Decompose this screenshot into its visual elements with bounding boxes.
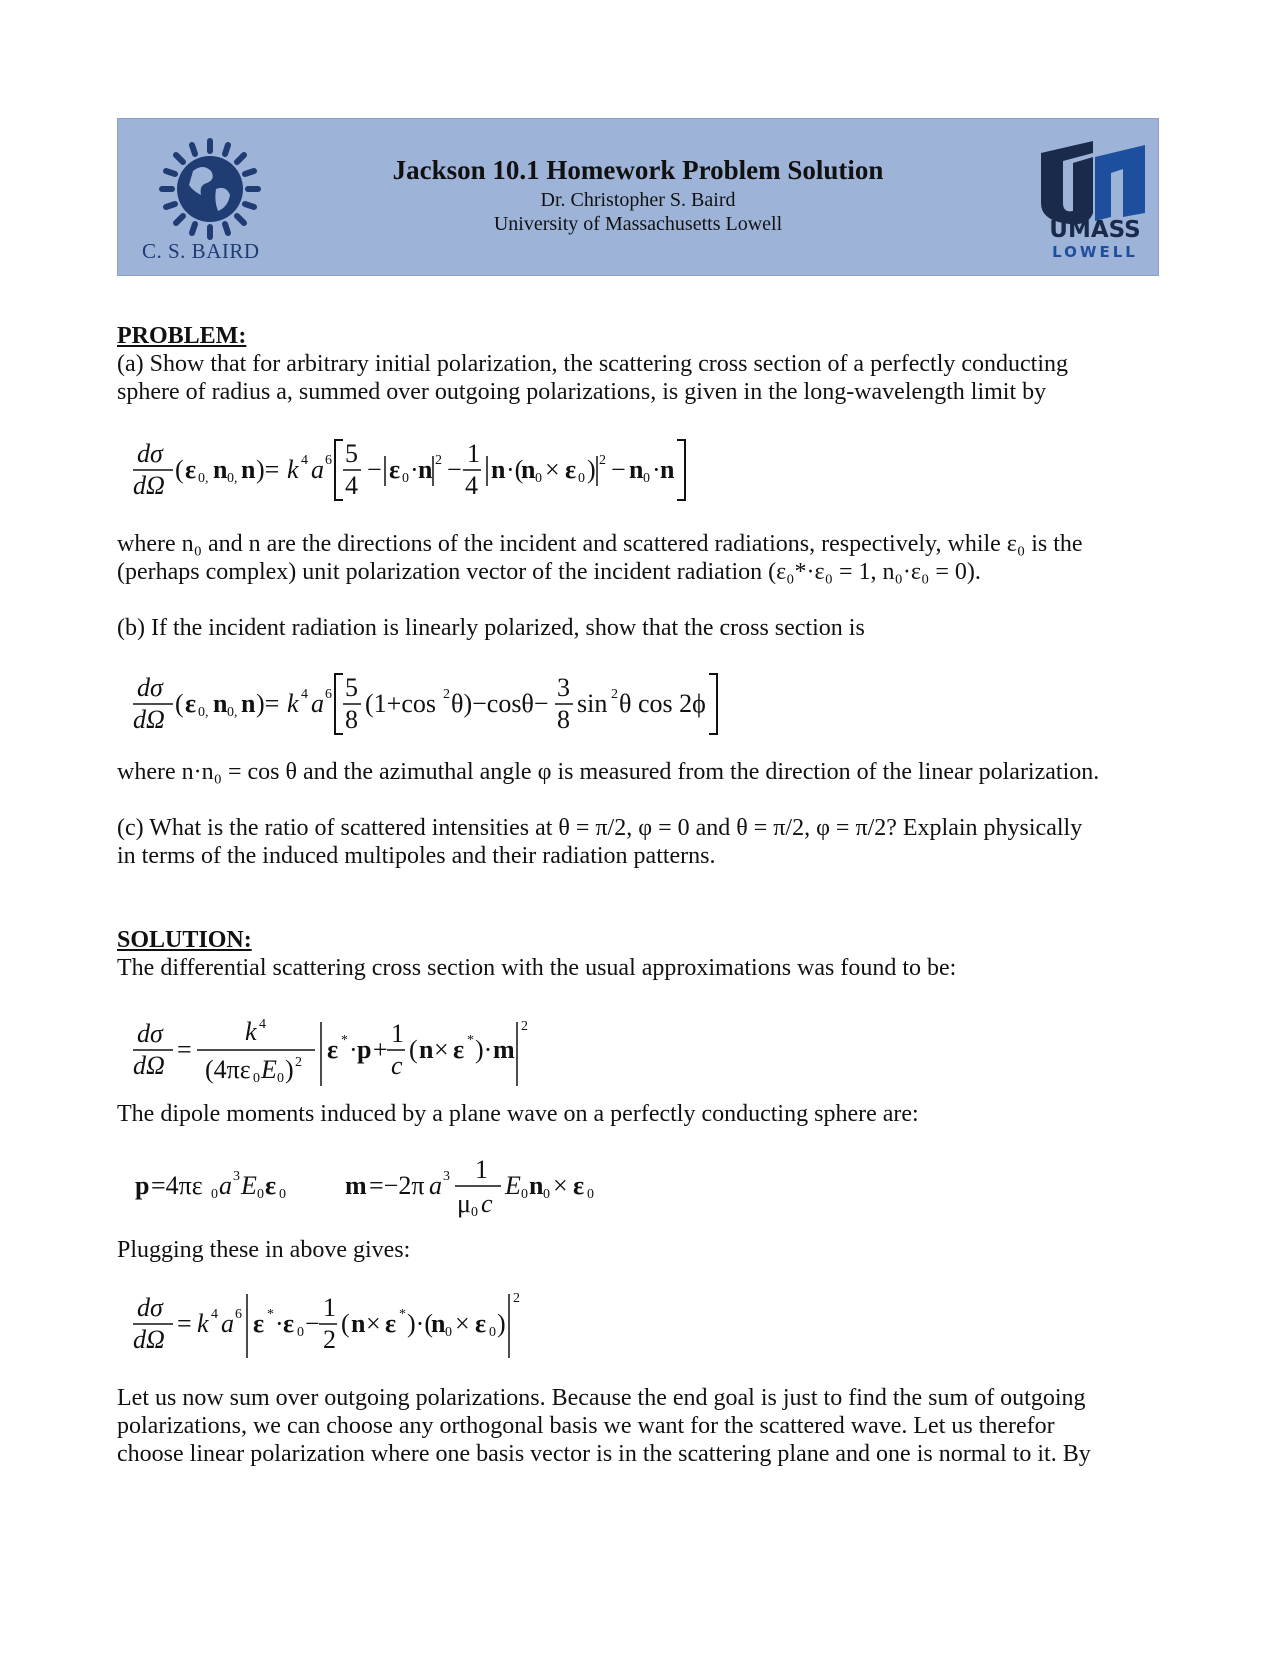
svg-text:0: 0 [277, 1071, 284, 1086]
svg-text:θ cos 2ϕ: θ cos 2ϕ [619, 689, 706, 718]
svg-text:0: 0 [535, 471, 542, 486]
svg-text:2: 2 [513, 1291, 520, 1306]
svg-text:n: n [418, 455, 433, 484]
svg-text:n: n [491, 455, 506, 484]
svg-text:4: 4 [259, 1017, 266, 1032]
svg-text:1: 1 [475, 1155, 488, 1184]
svg-text:)=: )= [256, 455, 280, 484]
svg-text:ε: ε [327, 1035, 339, 1064]
svg-text:a: a [221, 1309, 234, 1338]
svg-text:1: 1 [323, 1293, 336, 1322]
part-b-text: (b) If the incident radiation is linearly polarized, show that the cross section is [117, 615, 865, 641]
svg-text:4: 4 [465, 471, 478, 500]
svg-text:dσ: dσ [137, 1019, 163, 1048]
svg-text:ε: ε [389, 455, 401, 484]
svg-text:4: 4 [301, 453, 308, 468]
svg-text:0: 0 [489, 1325, 496, 1340]
svg-text:6: 6 [235, 1307, 242, 1322]
svg-text:0: 0 [402, 471, 409, 486]
svg-text:)=: )= [256, 689, 280, 718]
part-c-line-2: in terms of the induced multipoles and their radiation patterns. [117, 843, 716, 869]
svg-text:n: n [431, 1309, 446, 1338]
document-title: Jackson 10.1 Homework Problem Solution [392, 155, 884, 185]
lowell-logo-text: LOWELL [1052, 243, 1138, 261]
svg-text:): ) [285, 1055, 294, 1084]
svg-text:p: p [357, 1035, 372, 1064]
svg-text:0,: 0, [227, 471, 238, 486]
svg-text:×: × [545, 455, 560, 484]
svg-text:8: 8 [345, 705, 358, 734]
svg-text:m: m [493, 1035, 515, 1064]
part-a-line-2: sphere of radius a, summed over outgoing polarizations, is given in the long-wavelength limit by [117, 379, 1047, 405]
svg-text:ε: ε [565, 455, 577, 484]
svg-text:*: * [467, 1033, 474, 1048]
svg-text:ε: ε [185, 455, 197, 484]
svg-text:E: E [505, 1171, 521, 1200]
svg-text:(1+cos: (1+cos [365, 689, 436, 718]
svg-text:(: ( [341, 1309, 350, 1338]
svg-text:sin: sin [577, 689, 608, 718]
svg-text:·: · [652, 455, 661, 484]
svg-text:a: a [311, 689, 324, 718]
svg-text:dΩ: dΩ [133, 471, 165, 500]
svg-text:dΩ: dΩ [133, 1325, 165, 1354]
svg-text:ε: ε [283, 1309, 295, 1338]
solution-intro: The differential scattering cross section with the usual approximations was found to be: [117, 955, 957, 981]
svg-text:m: m [345, 1171, 367, 1200]
svg-text:dσ: dσ [137, 439, 163, 468]
sum-line-1: Let us now sum over outgoing polarizations. Because the end goal is just to find the sum of outgoing [117, 1385, 1086, 1411]
part-a-line-1: (a) Show that for arbitrary initial polarization, the scattering cross section of a perfectly conducting [117, 351, 1068, 377]
svg-text:c: c [391, 1051, 403, 1080]
svg-text:(: ( [409, 1035, 418, 1064]
svg-text:n: n [629, 455, 644, 484]
svg-text:6: 6 [325, 687, 332, 702]
svg-text:+: + [373, 1035, 388, 1064]
svg-text:0: 0 [211, 1187, 218, 1202]
equation-dipole-moments [125, 1150, 745, 1220]
svg-text:0: 0 [279, 1187, 286, 1202]
svg-text:×: × [366, 1309, 381, 1338]
svg-text:(: ( [175, 455, 184, 484]
svg-text:0: 0 [543, 1187, 550, 1202]
svg-text:ε: ε [253, 1309, 265, 1338]
svg-text:2: 2 [443, 687, 450, 702]
university-name: University of Massachusetts Lowell [493, 213, 783, 235]
equation-differential-cross-section [125, 1012, 685, 1092]
svg-text:0: 0 [297, 1325, 304, 1340]
svg-text:a: a [311, 455, 324, 484]
svg-text:5: 5 [345, 673, 358, 702]
svg-text:=4πε: =4πε [151, 1171, 203, 1200]
svg-text:2: 2 [323, 1325, 336, 1354]
svg-text:−: − [447, 455, 462, 484]
svg-text:k: k [245, 1017, 257, 1046]
svg-text:0: 0 [445, 1325, 452, 1340]
svg-text:dσ: dσ [137, 673, 163, 702]
svg-text:)·(: )·( [407, 1309, 433, 1338]
author-name: Dr. Christopher S. Baird [540, 189, 736, 211]
svg-text:−: − [611, 455, 626, 484]
svg-text:dσ: dσ [137, 1293, 163, 1322]
solution-heading: SOLUTION: [117, 927, 252, 953]
svg-text:n: n [660, 455, 675, 484]
svg-text:4: 4 [211, 1307, 218, 1322]
svg-text:=: = [177, 1309, 192, 1338]
svg-text:0: 0 [471, 1205, 478, 1220]
svg-text:6: 6 [325, 453, 332, 468]
svg-text:n: n [213, 455, 228, 484]
svg-text:·: · [349, 1035, 358, 1064]
svg-text:ε: ε [453, 1035, 465, 1064]
svg-text:n: n [419, 1035, 434, 1064]
svg-text:1: 1 [467, 439, 480, 468]
svg-text:*: * [341, 1033, 348, 1048]
equation-cross-section-b [125, 668, 765, 738]
svg-text:3: 3 [557, 673, 570, 702]
svg-text:4: 4 [301, 687, 308, 702]
where-line-1: where n₀ and n are the directions of the incident and scattered radiations, respectively, while ε₀ is the [117, 531, 1083, 557]
problem-heading: PROBLEM: [117, 323, 247, 349]
equation-cross-section-a [125, 434, 725, 504]
svg-text:×: × [553, 1171, 568, 1200]
svg-text:2: 2 [521, 1019, 528, 1034]
svg-text:a: a [219, 1171, 232, 1200]
svg-text:k: k [197, 1309, 209, 1338]
svg-text:p: p [135, 1171, 150, 1200]
svg-text:−: − [305, 1309, 320, 1338]
svg-text:2: 2 [295, 1055, 302, 1070]
sum-line-2: polarizations, we can choose any orthogonal basis we want for the scattered wave. Let us therefor [117, 1413, 1055, 1439]
umass-logo-text: UMASS [1049, 217, 1141, 243]
svg-text:(: ( [175, 689, 184, 718]
svg-text:2: 2 [435, 453, 442, 468]
svg-text:k: k [287, 689, 299, 718]
equation-plugged-result [125, 1286, 685, 1362]
svg-text:θ)−cosθ−: θ)−cosθ− [451, 689, 549, 718]
svg-text:n: n [213, 689, 228, 718]
svg-text:2: 2 [599, 453, 606, 468]
svg-text:·: · [410, 455, 419, 484]
sum-line-3: choose linear polarization where one basis vector is in the scattering plane and one is normal to it. By [117, 1441, 1091, 1467]
part-c-line-1: (c) What is the ratio of scattered intensities at θ = π/2, φ = 0 and θ = π/2, φ = π/2? Explain physically [117, 815, 1083, 841]
svg-text:0: 0 [253, 1071, 260, 1086]
svg-text:×: × [434, 1035, 449, 1064]
svg-text:μ: μ [457, 1189, 471, 1218]
svg-text:1: 1 [391, 1019, 404, 1048]
svg-text:0: 0 [521, 1187, 528, 1202]
svg-text:k: k [287, 455, 299, 484]
plugging-text: Plugging these in above gives: [117, 1237, 411, 1263]
svg-text:0,: 0, [227, 705, 238, 720]
svg-text:n: n [241, 455, 256, 484]
svg-text:ε: ε [265, 1171, 277, 1200]
svg-text:): ) [587, 455, 596, 484]
header-banner [117, 118, 1159, 276]
svg-text:): ) [497, 1309, 506, 1338]
svg-text:0: 0 [257, 1187, 264, 1202]
where-b-text: where n·n₀ = cos θ and the azimuthal angle φ is measured from the direction of the linear polarization. [117, 759, 1100, 785]
dipole-text: The dipole moments induced by a plane wave on a perfectly conducting sphere are: [117, 1101, 919, 1127]
svg-text:dΩ: dΩ [133, 705, 165, 734]
svg-text:(4πε: (4πε [205, 1055, 251, 1084]
svg-text:)·: )· [475, 1035, 493, 1064]
svg-text:dΩ: dΩ [133, 1051, 165, 1080]
svg-text:*: * [399, 1307, 406, 1322]
svg-text:2: 2 [611, 687, 618, 702]
svg-text:0,: 0, [198, 471, 209, 486]
svg-text:n: n [351, 1309, 366, 1338]
svg-text:0: 0 [587, 1187, 594, 1202]
svg-text:·(: ·( [506, 455, 524, 484]
svg-text:n: n [529, 1171, 544, 1200]
baird-logo-text: C. S. BAIRD [142, 239, 260, 263]
svg-text:E: E [261, 1055, 277, 1084]
svg-text:5: 5 [345, 439, 358, 468]
svg-text:−: − [367, 455, 382, 484]
svg-text:=: = [177, 1035, 192, 1064]
svg-text:ε: ε [185, 689, 197, 718]
svg-text:*: * [267, 1307, 274, 1322]
svg-text:a: a [429, 1171, 442, 1200]
svg-text:3: 3 [233, 1169, 240, 1184]
svg-text:ε: ε [475, 1309, 487, 1338]
svg-text:c: c [481, 1189, 493, 1218]
svg-text:·: · [275, 1309, 284, 1338]
svg-text:×: × [455, 1309, 470, 1338]
svg-text:8: 8 [557, 705, 570, 734]
svg-text:E: E [241, 1171, 257, 1200]
svg-text:3: 3 [443, 1169, 450, 1184]
svg-text:n: n [521, 455, 536, 484]
svg-text:ε: ε [573, 1171, 585, 1200]
svg-text:n: n [241, 689, 256, 718]
where-line-2: (perhaps complex) unit polarization vector of the incident radiation (ε₀*·ε₀ = 1, n₀·ε₀ = 0). [117, 559, 981, 585]
svg-text:0: 0 [578, 471, 585, 486]
svg-text:=−2π: =−2π [369, 1171, 425, 1200]
svg-text:4: 4 [345, 471, 358, 500]
svg-text:0: 0 [643, 471, 650, 486]
svg-text:0,: 0, [198, 705, 209, 720]
svg-text:ε: ε [385, 1309, 397, 1338]
